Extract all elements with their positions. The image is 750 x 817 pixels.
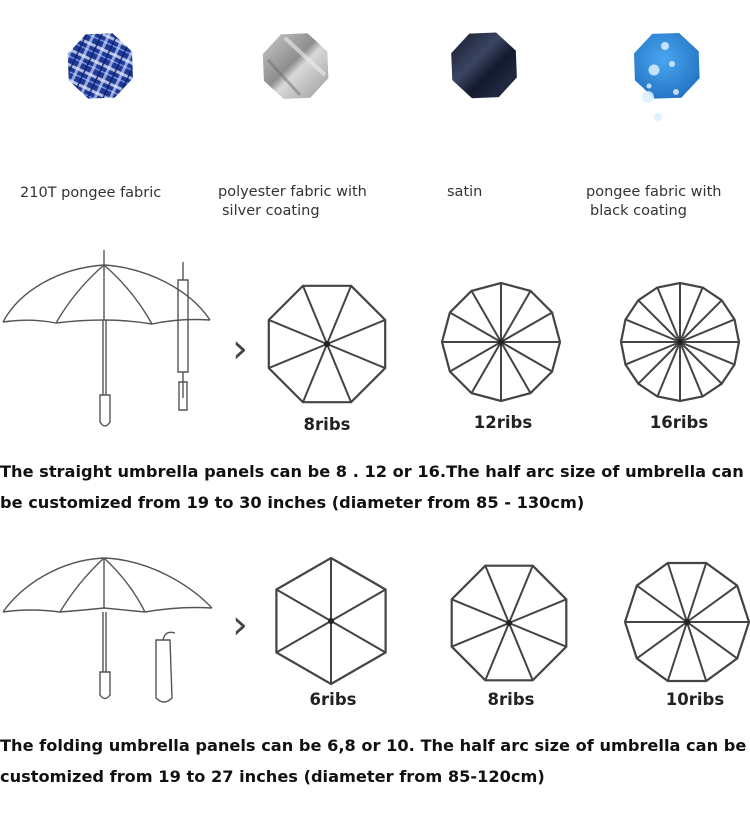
rib-center-dot: [506, 620, 512, 626]
rib-line: [680, 300, 722, 342]
rib-line: [638, 342, 680, 384]
rib-line: [668, 622, 687, 681]
rib-center-dot: [677, 339, 683, 345]
rib-label: 10ribs: [665, 690, 725, 709]
rib-line: [331, 621, 386, 653]
fabric-label-silver: polyester fabric with silver coating: [218, 184, 367, 219]
rib-label: 12ribs: [473, 413, 533, 432]
rib-line: [276, 621, 331, 653]
rib-label: 8ribs: [303, 415, 351, 434]
fabric-label-satin: satin: [447, 184, 483, 200]
straight-umbrella-12-ribs-diagram: [442, 283, 560, 401]
rib-label: 16ribs: [649, 413, 709, 432]
rib-line: [680, 342, 722, 384]
folding-umbrella-10-ribs-diagram: [625, 563, 749, 681]
straight-umbrella-description: The straight umbrella panels can be 8 . 12 or 16.The half arc size of umbrella can be customized from 19 to 30 inches (diameter from 85 - 130cm): [0, 462, 744, 512]
rib-line: [687, 586, 737, 622]
folding-umbrella-description: The folding umbrella panels can be 6,8 or 10. The half arc size of umbrella can be customized from 19 to 27 inches (diameter from 85-120cm): [0, 736, 747, 786]
rib-line: [638, 300, 680, 342]
rib-center-dot: [498, 339, 504, 345]
arrow-icon: ›: [232, 326, 248, 372]
folding-umbrella-8-ribs-diagram: [452, 566, 567, 681]
rib-line: [668, 563, 687, 622]
rib-line: [687, 622, 706, 681]
arrow-icon: ›: [232, 602, 248, 648]
rib-line: [687, 563, 706, 622]
folding-umbrella-6-ribs-diagram: [276, 558, 385, 684]
rib-center-dot: [684, 619, 690, 625]
straight-umbrella-8-ribs-diagram: [269, 286, 385, 402]
rib-line: [637, 622, 687, 658]
fabric-label-pongee: 210T pongee fabric: [20, 185, 162, 201]
rib-line: [331, 590, 386, 622]
straight-umbrella-16-ribs-diagram: [621, 283, 739, 401]
rib-line: [276, 590, 331, 622]
rib-label: 8ribs: [487, 690, 535, 709]
rib-center-dot: [328, 618, 334, 624]
rib-line: [687, 622, 737, 658]
rib-label: 6ribs: [309, 690, 357, 709]
fabric-label-black-coating: pongee fabric with black coating: [586, 184, 722, 219]
rib-line: [637, 586, 687, 622]
rib-center-dot: [324, 341, 330, 347]
